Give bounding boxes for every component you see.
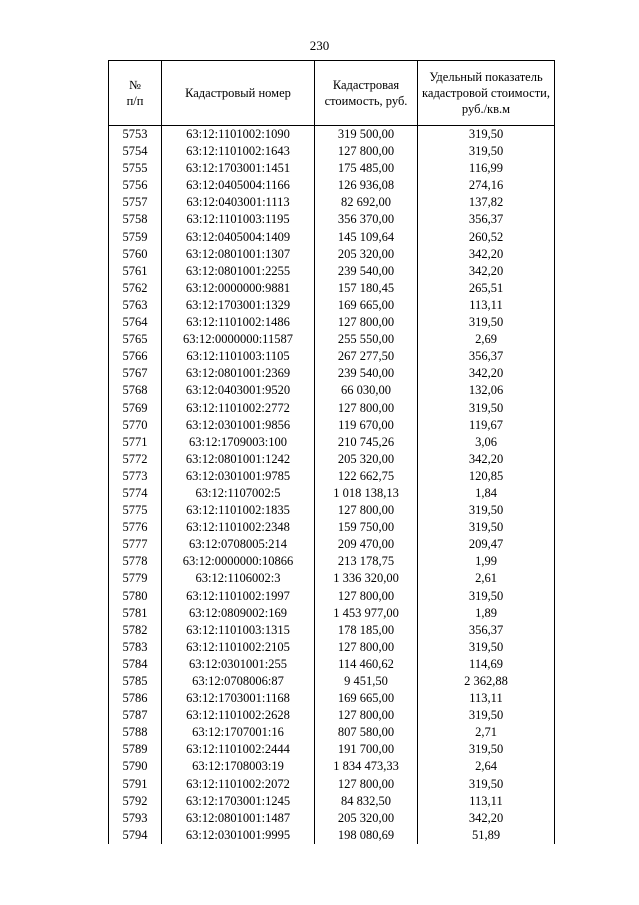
row-number-cell: 5760: [109, 246, 162, 263]
table-row: [109, 263, 555, 280]
row-number-cell: 5765: [109, 331, 162, 348]
cadastral-value-cell: 356 370,00: [315, 211, 418, 228]
cadastral-number-cell: 63:12:1106002:3: [162, 570, 315, 587]
row-number-cell: 5792: [109, 793, 162, 810]
cadastral-number-cell: 63:12:1101002:2444: [162, 741, 315, 758]
cadastral-value-cell: 127 800,00: [315, 502, 418, 519]
cadastral-number-cell: 63:12:0000000:9881: [162, 280, 315, 297]
specific-value-cell: 274,16: [418, 177, 555, 194]
row-number-cell: 5753: [109, 126, 162, 144]
table-row: [109, 741, 555, 758]
cadastral-value-cell: 127 800,00: [315, 314, 418, 331]
specific-value-cell: 319,50: [418, 741, 555, 758]
table-row: [109, 365, 555, 382]
table-row: [109, 656, 555, 673]
table-row: [109, 451, 555, 468]
row-number-cell: 5771: [109, 434, 162, 451]
row-number-cell: 5772: [109, 451, 162, 468]
cadastral-number-cell: 63:12:0801001:2369: [162, 365, 315, 382]
specific-value-cell: 342,20: [418, 263, 555, 280]
table-row: [109, 519, 555, 536]
cadastral-value-cell: 127 800,00: [315, 400, 418, 417]
specific-value-cell: 113,11: [418, 690, 555, 707]
cadastral-value-cell: 210 745,26: [315, 434, 418, 451]
header-cadastral-number: [162, 61, 315, 126]
cadastral-value-cell: 84 832,50: [315, 793, 418, 810]
specific-value-cell: 319,50: [418, 126, 555, 144]
table-row: [109, 639, 555, 656]
specific-value-cell: 113,11: [418, 793, 555, 810]
row-number-cell: 5757: [109, 194, 162, 211]
header-cadastral-number-label: Кадастровый номер: [185, 86, 291, 100]
cadastral-value-cell: 807 580,00: [315, 724, 418, 741]
cadastral-number-cell: 63:12:1101002:2105: [162, 639, 315, 656]
table-row: [109, 536, 555, 553]
specific-value-cell: 137,82: [418, 194, 555, 211]
header-row-number: [109, 61, 162, 126]
specific-value-cell: 319,50: [418, 502, 555, 519]
row-number-cell: 5787: [109, 707, 162, 724]
cadastral-number-cell: 63:12:0301001:9785: [162, 468, 315, 485]
cadastral-number-cell: 63:12:1703001:1329: [162, 297, 315, 314]
cadastral-number-cell: 63:12:0405004:1166: [162, 177, 315, 194]
row-number-cell: 5785: [109, 673, 162, 690]
table-row: [109, 331, 555, 348]
specific-value-cell: 3,06: [418, 434, 555, 451]
specific-value-cell: 1,84: [418, 485, 555, 502]
cadastral-value-cell: 169 665,00: [315, 690, 418, 707]
row-number-cell: 5786: [109, 690, 162, 707]
specific-value-cell: 319,50: [418, 639, 555, 656]
row-number-cell: 5754: [109, 143, 162, 160]
table-row: [109, 758, 555, 775]
cadastral-number-cell: 63:12:1101003:1195: [162, 211, 315, 228]
table-row: [109, 126, 555, 144]
cadastral-value-cell: 114 460,62: [315, 656, 418, 673]
row-number-cell: 5770: [109, 417, 162, 434]
table-row: [109, 160, 555, 177]
cadastral-number-cell: 63:12:1703001:1168: [162, 690, 315, 707]
cadastral-number-cell: 63:12:1101002:2348: [162, 519, 315, 536]
cadastral-number-cell: 63:12:0801001:1242: [162, 451, 315, 468]
cadastral-number-cell: 63:12:0801001:1487: [162, 810, 315, 827]
cadastral-number-cell: 63:12:1708003:19: [162, 758, 315, 775]
row-number-cell: 5768: [109, 382, 162, 399]
row-number-cell: 5759: [109, 229, 162, 246]
cadastral-number-cell: 63:12:1101002:2072: [162, 776, 315, 793]
specific-value-cell: 356,37: [418, 348, 555, 365]
cadastral-number-cell: 63:12:1101002:1486: [162, 314, 315, 331]
cadastral-value-cell: 145 109,64: [315, 229, 418, 246]
cadastral-value-cell: 122 662,75: [315, 468, 418, 485]
cadastral-value-cell: 205 320,00: [315, 810, 418, 827]
row-number-cell: 5779: [109, 570, 162, 587]
cadastral-value-cell: 66 030,00: [315, 382, 418, 399]
cadastral-number-cell: 63:12:0000000:11587: [162, 331, 315, 348]
cadastral-number-cell: 63:12:0801001:2255: [162, 263, 315, 280]
row-number-cell: 5778: [109, 553, 162, 570]
cadastral-value-cell: 209 470,00: [315, 536, 418, 553]
table-row: [109, 793, 555, 810]
table-row: [109, 229, 555, 246]
table-row: [109, 690, 555, 707]
cadastral-number-cell: 63:12:1107002:5: [162, 485, 315, 502]
row-number-cell: 5761: [109, 263, 162, 280]
row-number-cell: 5763: [109, 297, 162, 314]
cadastral-value-cell: 127 800,00: [315, 707, 418, 724]
row-number-cell: 5766: [109, 348, 162, 365]
row-number-cell: 5767: [109, 365, 162, 382]
specific-value-cell: 119,67: [418, 417, 555, 434]
cadastral-value-cell: 175 485,00: [315, 160, 418, 177]
cadastral-number-cell: 63:12:0405004:1409: [162, 229, 315, 246]
specific-value-cell: 120,85: [418, 468, 555, 485]
cadastral-value-cell: 319 500,00: [315, 126, 418, 144]
table-row: [109, 143, 555, 160]
specific-value-cell: 2,71: [418, 724, 555, 741]
header-row-number-label: № п/п: [126, 78, 144, 108]
cadastral-number-cell: 63:12:0403001:9520: [162, 382, 315, 399]
cadastral-number-cell: 63:12:1703001:1451: [162, 160, 315, 177]
specific-value-cell: 319,50: [418, 519, 555, 536]
row-number-cell: 5794: [109, 827, 162, 844]
cadastral-number-cell: 63:12:0301001:255: [162, 656, 315, 673]
table-row: [109, 194, 555, 211]
row-number-cell: 5793: [109, 810, 162, 827]
header-cadastral-value: [315, 61, 418, 126]
table-row: [109, 673, 555, 690]
row-number-cell: 5784: [109, 656, 162, 673]
cadastral-value-cell: 127 800,00: [315, 143, 418, 160]
specific-value-cell: 132,06: [418, 382, 555, 399]
cadastral-number-cell: 63:12:0301001:9856: [162, 417, 315, 434]
row-number-cell: 5762: [109, 280, 162, 297]
cadastral-value-cell: 127 800,00: [315, 776, 418, 793]
cadastral-value-cell: 1 336 320,00: [315, 570, 418, 587]
cadastral-number-cell: 63:12:0403001:1113: [162, 194, 315, 211]
table-row: [109, 622, 555, 639]
specific-value-cell: 319,50: [418, 143, 555, 160]
row-number-cell: 5758: [109, 211, 162, 228]
cadastral-value-cell: 178 185,00: [315, 622, 418, 639]
specific-value-cell: 260,52: [418, 229, 555, 246]
specific-value-cell: 319,50: [418, 707, 555, 724]
specific-value-cell: 342,20: [418, 365, 555, 382]
cadastral-value-cell: 213 178,75: [315, 553, 418, 570]
cadastral-value-cell: 159 750,00: [315, 519, 418, 536]
specific-value-cell: 114,69: [418, 656, 555, 673]
header-cadastral-value-label: Кадастровая стоимость, руб.: [324, 78, 408, 108]
specific-value-cell: 113,11: [418, 297, 555, 314]
table-row: [109, 707, 555, 724]
cadastral-number-cell: 63:12:1709003:100: [162, 434, 315, 451]
cadastral-value-cell: 239 540,00: [315, 263, 418, 280]
specific-value-cell: 2,61: [418, 570, 555, 587]
table-row: [109, 211, 555, 228]
page-number: 230: [309, 38, 330, 53]
table-row: [109, 605, 555, 622]
cadastral-number-cell: 63:12:1707001:16: [162, 724, 315, 741]
table-row: [109, 348, 555, 365]
specific-value-cell: 319,50: [418, 314, 555, 331]
row-number-cell: 5788: [109, 724, 162, 741]
specific-value-cell: 342,20: [418, 451, 555, 468]
row-number-cell: 5782: [109, 622, 162, 639]
cadastral-table: [108, 60, 555, 844]
cadastral-value-cell: 198 080,69: [315, 827, 418, 844]
cadastral-number-cell: 63:12:0809002:169: [162, 605, 315, 622]
specific-value-cell: 319,50: [418, 400, 555, 417]
table-row: [109, 724, 555, 741]
cadastral-number-cell: 63:12:1101002:1090: [162, 126, 315, 144]
cadastral-number-cell: 63:12:0301001:9995: [162, 827, 315, 844]
row-number-cell: 5769: [109, 400, 162, 417]
row-number-cell: 5776: [109, 519, 162, 536]
cadastral-number-cell: 63:12:0801001:1307: [162, 246, 315, 263]
table-row: [109, 177, 555, 194]
row-number-cell: 5755: [109, 160, 162, 177]
table-row: [109, 502, 555, 519]
cadastral-number-cell: 63:12:1703001:1245: [162, 793, 315, 810]
specific-value-cell: 319,50: [418, 776, 555, 793]
row-number-cell: 5777: [109, 536, 162, 553]
header-specific-value: [418, 61, 555, 126]
cadastral-value-cell: 1 453 977,00: [315, 605, 418, 622]
table-row: [109, 297, 555, 314]
table-row: [109, 314, 555, 331]
table-row: [109, 280, 555, 297]
header-row: [109, 61, 555, 126]
table-row: [109, 400, 555, 417]
cadastral-value-cell: 239 540,00: [315, 365, 418, 382]
table-row: [109, 417, 555, 434]
row-number-cell: 5756: [109, 177, 162, 194]
table-row: [109, 810, 555, 827]
row-number-cell: 5774: [109, 485, 162, 502]
cadastral-value-cell: 1 834 473,33: [315, 758, 418, 775]
table-row: [109, 827, 555, 844]
row-number-cell: 5764: [109, 314, 162, 331]
specific-value-cell: 2,69: [418, 331, 555, 348]
row-number-cell: 5790: [109, 758, 162, 775]
cadastral-number-cell: 63:12:0708006:87: [162, 673, 315, 690]
cadastral-number-cell: 63:12:1101003:1315: [162, 622, 315, 639]
specific-value-cell: 342,20: [418, 246, 555, 263]
table-row: [109, 776, 555, 793]
table-row: [109, 485, 555, 502]
cadastral-number-cell: 63:12:1101002:2628: [162, 707, 315, 724]
cadastral-value-cell: 127 800,00: [315, 588, 418, 605]
specific-value-cell: 319,50: [418, 588, 555, 605]
cadastral-value-cell: 267 277,50: [315, 348, 418, 365]
table-row: [109, 382, 555, 399]
specific-value-cell: 356,37: [418, 622, 555, 639]
row-number-cell: 5789: [109, 741, 162, 758]
row-number-cell: 5773: [109, 468, 162, 485]
specific-value-cell: 209,47: [418, 536, 555, 553]
cadastral-number-cell: 63:12:1101002:1643: [162, 143, 315, 160]
header-specific-value-label: Удельный показатель кадастровой стоимости, руб./кв.м: [422, 70, 550, 116]
table-row: [109, 570, 555, 587]
cadastral-value-cell: 191 700,00: [315, 741, 418, 758]
cadastral-value-cell: 82 692,00: [315, 194, 418, 211]
specific-value-cell: 1,99: [418, 553, 555, 570]
cadastral-value-cell: 205 320,00: [315, 246, 418, 263]
table-header: [109, 61, 555, 126]
table-row: [109, 588, 555, 605]
specific-value-cell: 2,64: [418, 758, 555, 775]
specific-value-cell: 116,99: [418, 160, 555, 177]
specific-value-cell: 1,89: [418, 605, 555, 622]
cadastral-value-cell: 1 018 138,13: [315, 485, 418, 502]
cadastral-value-cell: 205 320,00: [315, 451, 418, 468]
specific-value-cell: 2 362,88: [418, 673, 555, 690]
table-row: [109, 434, 555, 451]
table-row: [109, 246, 555, 263]
specific-value-cell: 356,37: [418, 211, 555, 228]
row-number-cell: 5775: [109, 502, 162, 519]
specific-value-cell: 51,89: [418, 827, 555, 844]
cadastral-number-cell: 63:12:1101002:1997: [162, 588, 315, 605]
cadastral-value-cell: 169 665,00: [315, 297, 418, 314]
cadastral-value-cell: 9 451,50: [315, 673, 418, 690]
cadastral-number-cell: 63:12:0708005:214: [162, 536, 315, 553]
table-row: [109, 468, 555, 485]
table-body: [109, 126, 555, 844]
cadastral-value-cell: 157 180,45: [315, 280, 418, 297]
table-row: [109, 553, 555, 570]
cadastral-value-cell: 127 800,00: [315, 639, 418, 656]
row-number-cell: 5781: [109, 605, 162, 622]
cadastral-value-cell: 119 670,00: [315, 417, 418, 434]
row-number-cell: 5791: [109, 776, 162, 793]
cadastral-number-cell: 63:12:0000000:10866: [162, 553, 315, 570]
specific-value-cell: 342,20: [418, 810, 555, 827]
cadastral-number-cell: 63:12:1101003:1105: [162, 348, 315, 365]
cadastral-value-cell: 255 550,00: [315, 331, 418, 348]
row-number-cell: 5783: [109, 639, 162, 656]
specific-value-cell: 265,51: [418, 280, 555, 297]
cadastral-value-cell: 126 936,08: [315, 177, 418, 194]
cadastral-number-cell: 63:12:1101002:2772: [162, 400, 315, 417]
cadastral-number-cell: 63:12:1101002:1835: [162, 502, 315, 519]
row-number-cell: 5780: [109, 588, 162, 605]
